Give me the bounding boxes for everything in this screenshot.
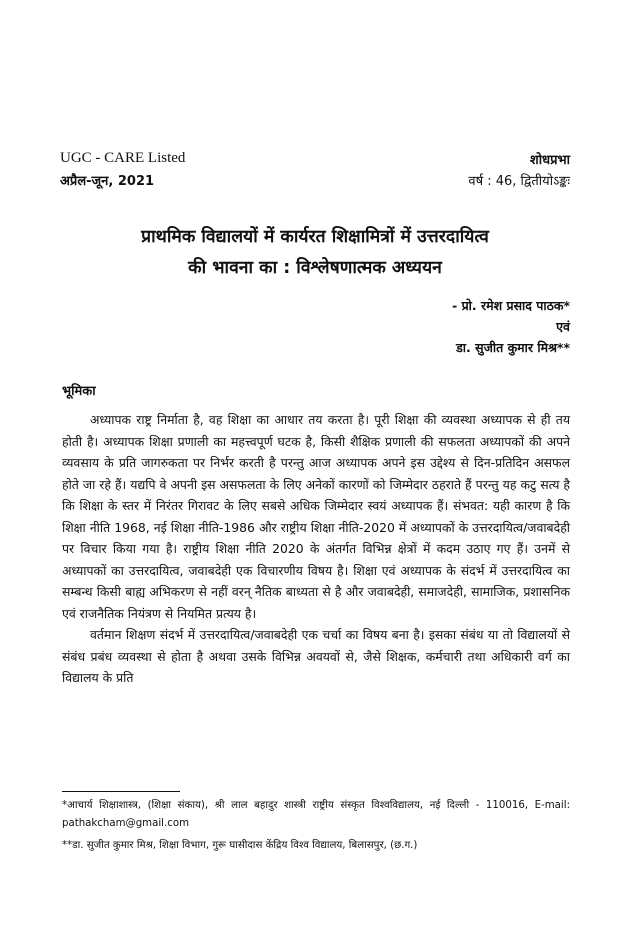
article-title-line2: की भावना का : विश्लेषणात्मक अध्ययन [188, 258, 442, 278]
author-2: डा. सुजीत कुमार मिश्र** [456, 340, 570, 355]
issue-volume: वर्ष : 46, द्वितीयोऽङ्कः [468, 174, 570, 189]
footnote-1: *आचार्य शिक्षाशास्त्र, (शिक्षा संकाय), श्री लाल बहादुर शास्त्री राष्ट्रीय संस्कृत विश्वविद्यालय, नई दिल्ली - 110016, E-mail: pathakcham@gmail.com [62, 800, 570, 829]
paragraph-2: वर्तमान शिक्षण संदर्भ में उत्तरदायित्व/जवाबदेही एक चर्चा का विषय बना है। इसका संबंध या तो विद्यालयों से संबंध प्रबंध व्यवस्था से होता है अथवा उसके विभिन्न अवयवों से, जैसे शिक्षक, कर्मचारी तथा अधिकारी वर्ग का विद्यालय के प्रति [62, 627, 570, 685]
author-block [452, 295, 570, 358]
author-1: - प्रो. रमेश प्रसाद पाठक* [452, 298, 570, 313]
paragraph-1: अध्यापक राष्ट्र निर्माता है, वह शिक्षा का आधार तय करता है। पूरी शिक्षा की व्यवस्था अध्यापक से ही तय होती है। अध्यापक शिक्षा प्रणाली का महत्त्वपूर्ण घटक है, किसी शैक्षिक प्रणाली की सफलता अध्यापकों की अपने व्यवसाय के प्रति जागरुकता पर निर्भर करती है परन्तु आज अध्यापक अपने इस उद्देश्य से दिन-प्रतिदिन असफल होते जा रहे हैं। यद्यपि वे अपनी इस असफलता के लिए अनेकों कारणों को जिम्मेदार ठहराते हैं परन्तु यह कटु सत्य है कि शिक्षा के स्तर में निरंतर गिरावट के लिए सबसे अधिक जिम्मेदार स्वयं अध्यापक हैं। संभवत: यही कारण है कि शिक्षा नीति 1968, नई शिक्षा नीति-1986 और राष्ट्रीय शिक्षा नीति-2020 में अध्यापकों के उत्तरदायित्व/जवाबदेही पर विचार किया गया है। राष्ट्रीय शिक्षा नीति 2020 के अंतर्गत विभिन्न क्षेत्रों में कदम उठाए गए हैं। उनमें से अध्यापकों का उत्तरदायित्व, जवाबदेही एक विचारणीय विषय है। शिक्षा एवं अध्यापक के संदर्भ में उत्तरदायित्व का सम्बन्ध किसी बाह्य अभिकरण से नहीं वरन् नैतिक बाध्यता से है और जवाबदेही, समाजदेही, सामाजिक, प्रशासनिक एवं राजनैतिक नियंत्रण से नियमित प्रत्यय है। [62, 412, 570, 621]
article-title-line1: प्राथमिक विद्यालयों में कार्यरत शिक्षामित्रों में उत्तरदायित्व [141, 227, 489, 247]
author-connector: एवं [556, 319, 570, 334]
article-title [60, 222, 570, 284]
issue-period: अप्रैल-जून, 2021 [60, 174, 155, 189]
journal-name: शोधप्रभा [529, 153, 570, 168]
running-header-top [60, 150, 570, 168]
section-heading: भूमिका [62, 384, 96, 399]
footnote-divider [62, 791, 180, 792]
journal-listing: UGC - CARE Listed [60, 150, 186, 166]
footnotes [62, 797, 570, 859]
article-body [62, 409, 570, 689]
footnote-2: **डा. सुजीत कुमार मिश्र, शिक्षा विभाग, गुरू घासीदास केंद्रिय विश्व विद्यालय, बिलासपुर, (छ.ग.) [62, 840, 418, 851]
running-header-issue [60, 171, 570, 189]
